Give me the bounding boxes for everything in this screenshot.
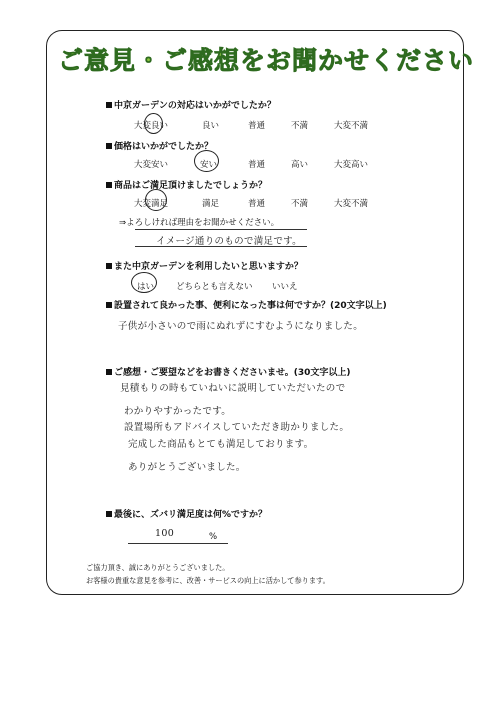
handwritten-comment-line: 見積もりの時もていねいに説明していただいたので: [120, 383, 346, 394]
thanks-message: ご協力頂き、誠にありがとうございました。: [86, 563, 230, 572]
handwritten-comment-line: ありがとうございました。: [128, 462, 246, 473]
option-good[interactable]: 良い: [202, 121, 220, 131]
option-yes[interactable]: はい: [137, 282, 155, 292]
handwritten-benefit: 子供が小さいので雨にぬれずにすむようになりました。: [118, 321, 364, 332]
handwritten-comment-line: 完成した商品もとても満足しております。: [128, 439, 314, 450]
option-normal[interactable]: 普通: [248, 160, 266, 170]
selected-answer-circle: [144, 113, 163, 134]
option-very-good[interactable]: 大変良い: [134, 121, 169, 131]
improvement-message: お客様の貴重な意見を参考に、改善・サービスの向上に活かして参ります。: [86, 576, 330, 585]
handwritten-reason: イメージ通りのもので満足です。: [156, 236, 302, 247]
question-comments: ご感想・ご要望などをお書きくださいませ。(30文字以上): [106, 365, 350, 378]
selected-answer-circle: [194, 150, 219, 172]
selected-answer-circle: [131, 272, 157, 293]
option-very-dissatisfied[interactable]: 大変不満: [334, 121, 369, 131]
option-neither[interactable]: どちらとも言えない: [176, 282, 253, 292]
question-benefit: 設置されて良かった事、便利になった事は何ですか？(20文字以上): [106, 298, 387, 311]
question-service: 中京ガーデンの対応はいかがでしたか？: [106, 98, 276, 111]
option-no[interactable]: いいえ: [272, 282, 298, 292]
question-reuse: また中京ガーデンを利用したいと思いますか？: [106, 259, 303, 272]
form-title: ご意見・ご感想をお聞かせください: [58, 46, 475, 75]
option-very-expensive[interactable]: 大変高い: [334, 160, 369, 170]
option-dissatisfied[interactable]: 不満: [291, 121, 309, 131]
option-dissatisfied[interactable]: 不満: [291, 199, 309, 209]
option-satisfied[interactable]: 満足: [202, 199, 220, 209]
selected-answer-circle: [145, 189, 167, 211]
option-very-satisfied[interactable]: 大変満足: [134, 199, 169, 209]
option-very-cheap[interactable]: 大変安い: [134, 160, 169, 170]
handwritten-satisfaction-value: 100: [155, 528, 175, 539]
option-very-dissatisfied[interactable]: 大変不満: [334, 199, 369, 209]
percent-unit: %: [209, 532, 218, 542]
answer-line: [135, 229, 307, 230]
reason-prompt: ⇒よろしければ理由をお聞かせください。: [119, 218, 280, 228]
question-product: 商品はご満足頂けましたでしょうか？: [106, 178, 267, 191]
question-satisfaction: 最後に、ズバリ満足度は何%ですか？: [106, 507, 267, 520]
handwritten-comment-line: わかりやすかったです。: [124, 406, 232, 417]
option-normal[interactable]: 普通: [248, 121, 266, 131]
handwritten-comment-line: 設置場所もアドバイスしていただき助かりました。: [124, 422, 350, 433]
option-cheap[interactable]: 安い: [200, 160, 218, 170]
option-normal[interactable]: 普通: [248, 199, 266, 209]
answer-line: [128, 543, 228, 544]
question-price: 価格はいかがでしたか？: [106, 139, 213, 152]
option-expensive[interactable]: 高い: [291, 160, 309, 170]
